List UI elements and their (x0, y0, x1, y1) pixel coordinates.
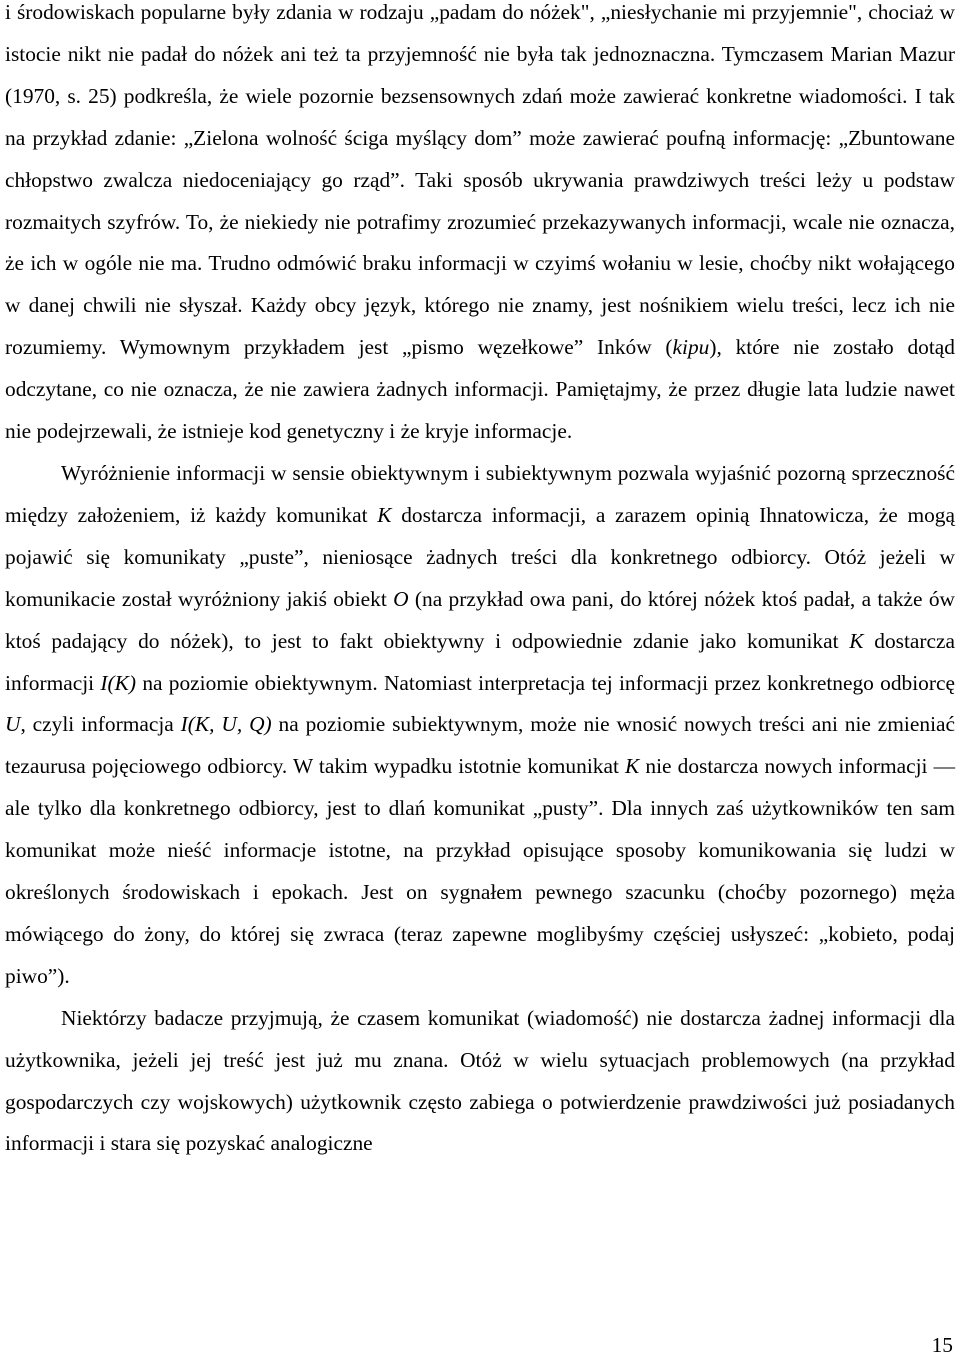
text-run: nie dostarcza nowych informacji — ale tylko dla konkretnego odbiorcy, jest to dlań komunikat „pusty”. Dla innych zaś użytkowników ten sam komunikat może nieść informacje istotne, na przykład opisujące sposoby komunikowania się ludzi w określonych środowiskach i epokach. Jest on sygnałem pewnego szacunku (choćby pozornego) męża mówiącego do żony, do której się zwraca (teraz zapewne moglibyśmy częściej usłyszeć: „kobieto, podaj piwo”). (5, 754, 955, 988)
text-run: (na przykład owa pani, do której nóżek ktoś padał, a także ów ktoś padający do nóżek), to jest to fakt obiektywny i odpowiednie zdanie jako komunikat (5, 586, 955, 653)
text-run: na poziomie obiektywnym. Natomiast interpretacja tej informacji przez konkretnego odbiorcę (136, 670, 955, 695)
italic-term: K (849, 628, 864, 653)
italic-term: O (393, 586, 409, 611)
italic-term: K (377, 502, 392, 527)
page-number: 15 (931, 1333, 953, 1357)
text-run: ), które nie zostało dotąd odczytane, co nie oznacza, że nie zawiera żadnych informacji. Pamiętajmy, że przez długie lata ludzie nawet nie podejrzewali, że istnieje kod genetyczny i że kryje informacje. (5, 335, 955, 444)
text-run: Wyróżnienie informacji w sensie obiektywnym i subiektywnym pozwala wyjaśnić pozorną sprzeczność między założeniem, iż każdy komunikat (5, 460, 955, 527)
text-run: dostarcza informacji, a zarazem opinią Ihnatowicza, że mogą pojawić się komunikaty „puste”, nieniosące żadnych treści dla konkretnego odbiorcy. Otóż jeżeli w komunikacie został wyróżniony jakiś obiekt (5, 502, 955, 611)
paragraph-1 (5, 0, 955, 453)
italic-term: I(K) (100, 670, 137, 695)
italic-term: I(K, U, Q) (180, 712, 272, 737)
text-run: Niektórzy badacze przyjmują, że czasem komunikat (wiadomość) nie dostarcza żadnej informacji dla użytkownika, jeżeli jej treść jest już mu znana. Otóż w wielu sytuacjach problemowych (na przykład gospodarczych czy wojskowych) użytkownik często zabiega o potwierdzenie prawdziwości już posiadanych informacji i stara się pozyskać analogiczne (5, 1005, 955, 1156)
text-run: i środowiskach popularne były zdania w rodzaju „padam do nóżek", „niesłychanie mi przyjemnie", chociaż w istocie nikt nie padał do nóżek ani też ta przyjemność nie była tak jednoznaczna. Tymczasem Marian Mazur (1970, s. 25) podkreśla, że wiele pozornie bezsensownych zdań może zawierać konkretne wiadomości. I tak na przykład zdanie: „Zielona wolność ściga myślący dom” może zawierać poufną informację: „Zbuntowane chłopstwo zwalcza niedoceniający go rząd”. Taki sposób ukrywania prawdziwych treści leży u podstaw rozmaitych szyfrów. To, że niekiedy nie potrafimy zrozumieć przekazywanych informacji, wcale nie oznacza, że ich w ogóle nie ma. Trudno odmówić braku informacji w czyimś wołaniu w lesie, choćby nikt wołającego w danej chwili nie słyszał. Każdy obcy język, którego nie znamy, jest nośnikiem wielu treści, lecz ich nie rozumiemy. Wymownym przykładem jest „pismo węzełkowe” Inków ( (5, 0, 955, 360)
paragraph-2 (5, 453, 955, 998)
italic-term: kipu (672, 335, 710, 360)
text-run: dostarcza informacji (5, 628, 956, 695)
text-run: na poziomie subiektywnym, może nie wnosić nowych treści ani nie zmieniać tezaurusa pojęciowego odbiorcy. W takim wypadku istotnie komunikat (5, 712, 955, 779)
italic-term: U (5, 712, 21, 737)
italic-term: K (625, 754, 640, 779)
body-text (5, 0, 955, 1165)
text-run: , czyli informacja (20, 712, 181, 737)
paragraph-3 (5, 998, 955, 1166)
